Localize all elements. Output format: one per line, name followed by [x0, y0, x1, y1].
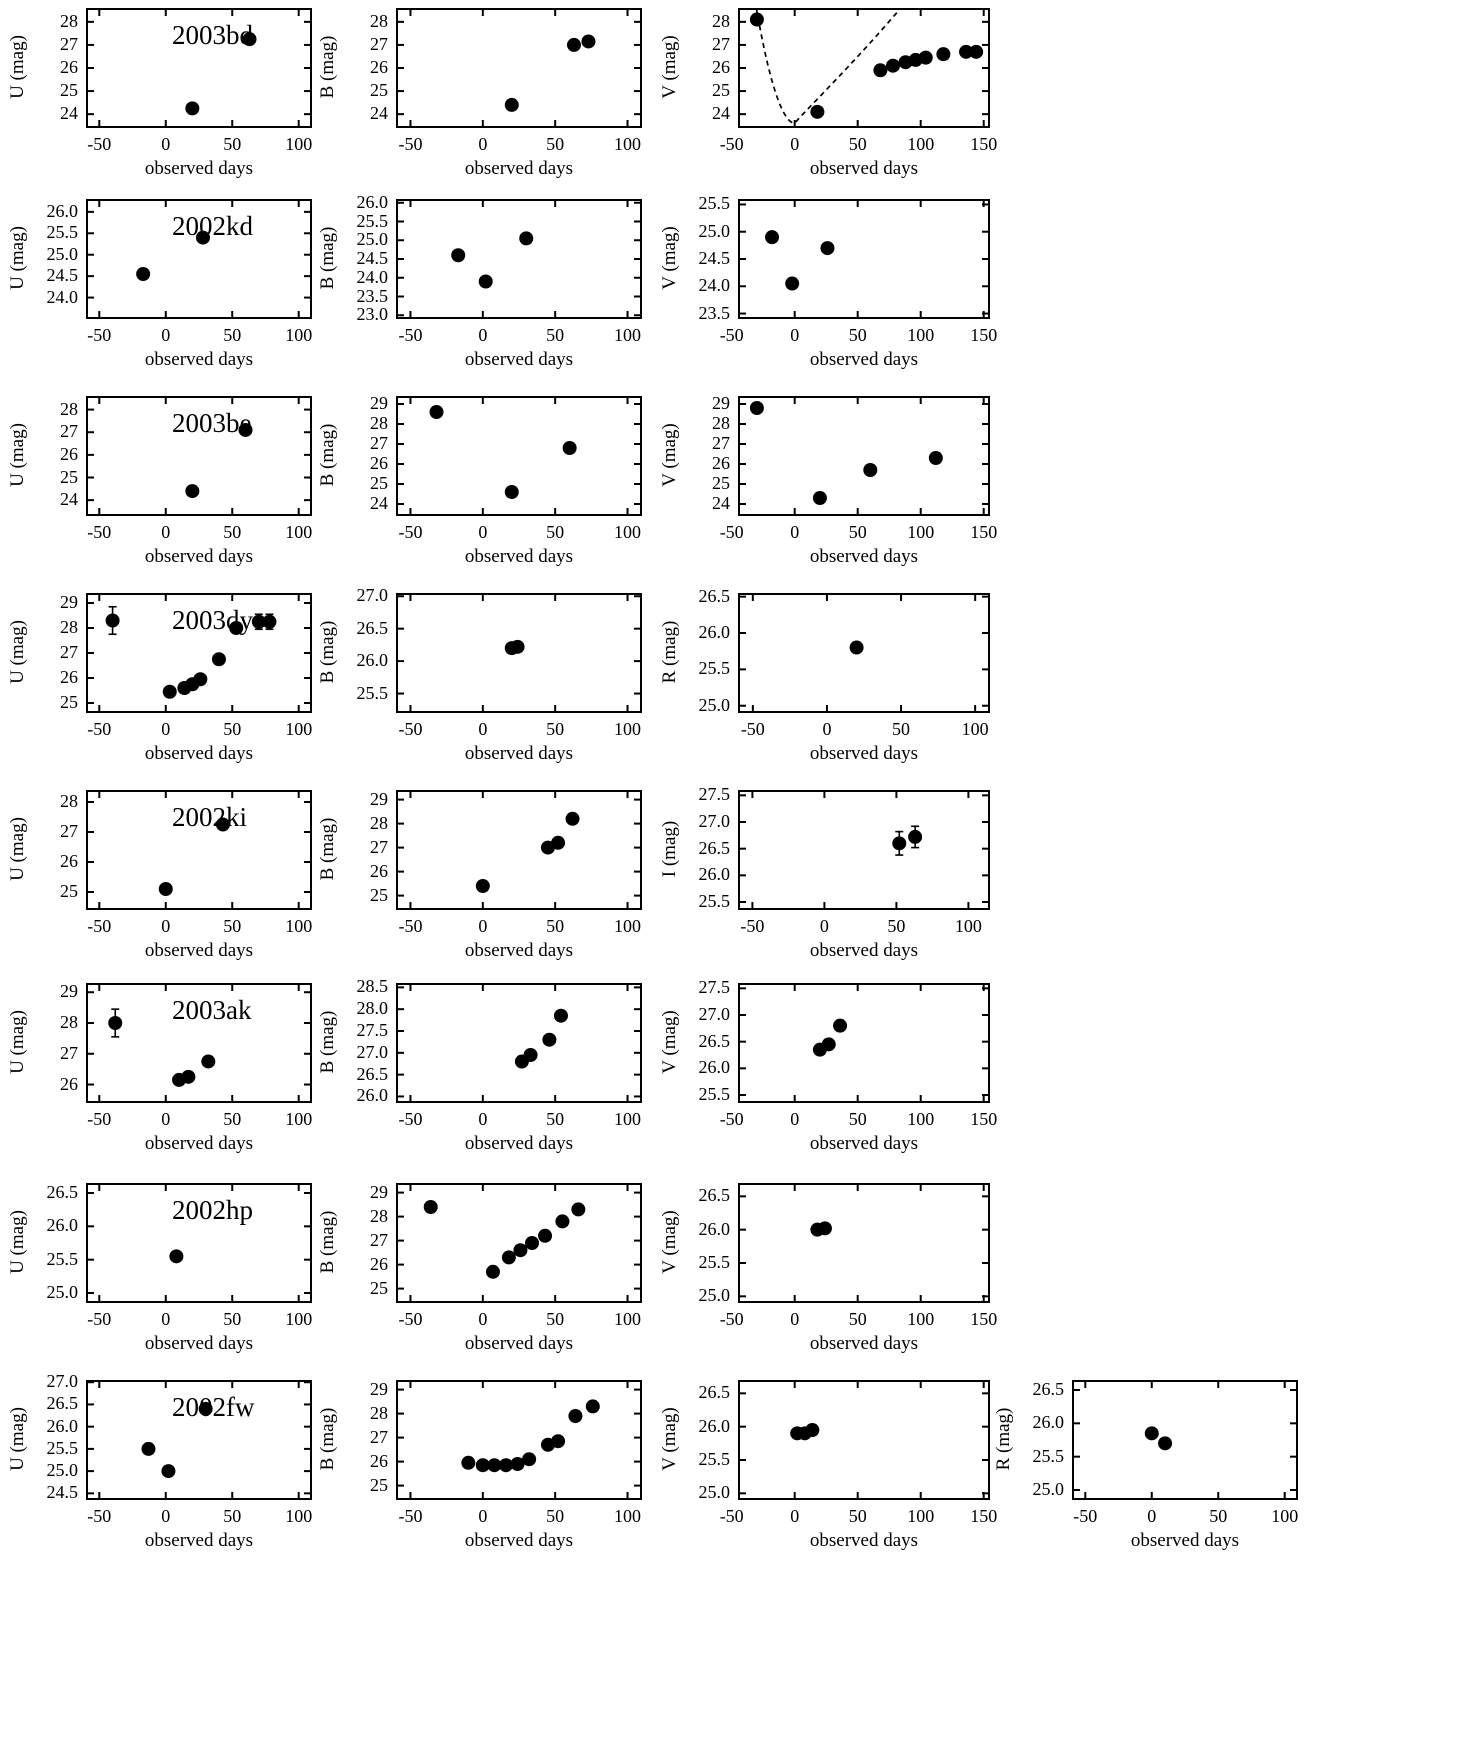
x-tick-label: 100: [614, 325, 642, 345]
x-axis-label: observed days: [809, 1530, 919, 1551]
x-tick-label: 50: [848, 325, 867, 345]
x-tick-label: 50: [546, 719, 565, 739]
x-tick-label: 0: [790, 522, 800, 542]
y-tick-label: 26.0: [356, 1085, 388, 1106]
y-tick-label: 28.0: [356, 998, 388, 1019]
x-tick-label: 0: [478, 916, 488, 936]
sn-name-label: 2003bd: [172, 20, 253, 50]
x-tick-label: 50: [546, 134, 565, 154]
y-tick-label: 28: [370, 1205, 388, 1226]
x-tick-label: -50: [740, 719, 765, 739]
sn-name-label: 2002kd: [172, 211, 253, 241]
x-tick-label: -50: [740, 916, 765, 936]
x-axis-label: observed days: [464, 349, 574, 370]
y-tick-label: 25.5: [46, 222, 78, 243]
x-axis-label: observed days: [809, 940, 919, 961]
x-tick-label: 50: [892, 719, 911, 739]
y-axis-label: U (mag): [7, 423, 28, 487]
y-axis-label: B (mag): [317, 226, 338, 290]
x-tick-label: 50: [223, 325, 242, 345]
x-tick-label: 0: [1147, 1506, 1157, 1526]
x-tick-label: -50: [398, 325, 423, 345]
y-tick-label: 24.5: [698, 248, 730, 268]
y-tick-label: 25.5: [356, 682, 388, 703]
x-axis-label: observed days: [809, 1333, 919, 1354]
y-tick-label: 26: [370, 1253, 388, 1274]
y-tick-label: 28: [370, 10, 388, 31]
y-tick-label: 26.0: [46, 1215, 78, 1236]
y-tick-label: 28.5: [356, 976, 388, 997]
y-tick-label: 24.5: [46, 1482, 78, 1503]
y-tick-label: 26.5: [46, 1393, 78, 1414]
y-tick-label: 25: [370, 1474, 388, 1495]
x-tick-label: 100: [1271, 1506, 1299, 1526]
x-axis-label: observed days: [464, 1133, 574, 1154]
y-tick-label: 25: [370, 884, 388, 905]
y-tick-label: 26.0: [698, 622, 730, 642]
x-tick-label: 150: [970, 1506, 998, 1526]
x-tick-label: -50: [719, 1109, 744, 1129]
x-tick-label: -50: [719, 134, 744, 154]
y-tick-label: 25.5: [46, 1248, 78, 1269]
y-tick-label: 26.5: [698, 1382, 730, 1403]
x-tick-label: 0: [790, 1506, 800, 1526]
x-tick-label: 100: [614, 134, 642, 154]
y-tick-label: 28: [60, 617, 78, 637]
x-tick-label: 0: [790, 1309, 800, 1329]
y-tick-label: 25.0: [46, 243, 78, 264]
y-tick-label: 26: [60, 1073, 78, 1094]
x-tick-label: -50: [719, 1506, 744, 1526]
y-tick-label: 27.0: [356, 585, 388, 606]
x-tick-label: 50: [848, 522, 867, 542]
x-tick-label: 150: [970, 325, 998, 345]
y-tick-label: 29: [370, 393, 388, 413]
y-tick-label: 26.0: [1032, 1412, 1064, 1433]
y-tick-label: 25.5: [46, 1437, 78, 1458]
x-axis-label: observed days: [144, 349, 254, 370]
y-tick-label: 28: [60, 398, 78, 419]
x-tick-label: -50: [87, 1506, 112, 1526]
y-tick-label: 26.0: [46, 200, 78, 221]
x-tick-label: 0: [161, 1506, 171, 1526]
y-axis-label: I (mag): [659, 820, 680, 878]
y-tick-label: 26.0: [698, 1415, 730, 1436]
y-axis-label: U (mag): [7, 620, 28, 684]
y-tick-label: 27.5: [698, 977, 730, 998]
y-tick-label: 27.0: [356, 1041, 388, 1062]
y-tick-label: 25: [712, 473, 730, 493]
y-tick-label: 26: [370, 1450, 388, 1471]
y-tick-label: 25: [370, 1277, 388, 1298]
y-tick-label: 25.0: [46, 1282, 78, 1302]
y-tick-label: 25: [60, 881, 78, 901]
x-axis-label: observed days: [144, 743, 254, 764]
x-tick-label: 100: [285, 1506, 313, 1526]
x-tick-label: 0: [161, 325, 171, 345]
x-axis-label: observed days: [464, 1333, 574, 1354]
x-tick-label: -50: [87, 916, 112, 936]
y-tick-label: 27.0: [698, 1004, 730, 1024]
x-tick-label: 0: [478, 522, 488, 542]
y-tick-label: 26.5: [698, 1185, 730, 1206]
y-axis-label: B (mag): [317, 1407, 338, 1471]
y-tick-label: 24: [712, 493, 730, 513]
y-tick-label: 24.0: [356, 266, 388, 287]
y-tick-label: 26.5: [46, 1182, 78, 1202]
y-tick-label: 26.0: [356, 650, 388, 671]
y-axis-label: B (mag): [317, 817, 338, 881]
y-tick-label: 23.0: [356, 304, 388, 325]
y-tick-label: 26.5: [356, 617, 388, 638]
x-tick-label: 100: [614, 1109, 642, 1129]
y-tick-label: 28: [370, 1402, 388, 1423]
y-tick-label: 25.5: [698, 1449, 730, 1469]
x-tick-label: 0: [478, 1309, 488, 1329]
x-tick-label: 50: [848, 1506, 867, 1526]
x-axis-label: observed days: [464, 743, 574, 764]
sn-name-label: 2002ki: [172, 802, 248, 832]
y-tick-label: 27.5: [698, 784, 730, 805]
x-axis-label: observed days: [464, 546, 574, 567]
x-tick-label: 100: [961, 719, 989, 739]
y-tick-label: 26.5: [698, 837, 730, 858]
y-tick-label: 26.0: [356, 191, 388, 212]
y-tick-label: 24: [712, 103, 730, 124]
x-tick-label: 50: [223, 1309, 242, 1329]
y-tick-label: 25.5: [698, 1252, 730, 1272]
y-axis-label: U (mag): [7, 1407, 28, 1471]
y-tick-label: 26: [60, 57, 78, 77]
x-tick-label: 0: [819, 916, 829, 936]
x-tick-label: 100: [614, 1506, 642, 1526]
y-tick-label: 27: [60, 33, 78, 54]
y-axis-label: R (mag): [659, 620, 680, 684]
x-tick-label: 50: [546, 1506, 565, 1526]
y-tick-label: 26: [60, 851, 78, 871]
y-tick-label: 25.0: [46, 1460, 78, 1481]
x-tick-label: 100: [907, 134, 935, 154]
y-tick-label: 25: [712, 80, 730, 101]
x-tick-label: 50: [848, 1109, 867, 1129]
x-tick-label: -50: [719, 1309, 744, 1329]
x-axis-label: observed days: [464, 940, 574, 961]
y-tick-label: 28: [370, 812, 388, 833]
y-tick-label: 28: [60, 1012, 78, 1032]
y-tick-label: 25: [60, 466, 78, 487]
x-axis-label: observed days: [809, 1133, 919, 1154]
y-tick-label: 25.0: [698, 220, 730, 241]
y-tick-label: 28: [712, 413, 730, 433]
x-tick-label: 50: [223, 522, 242, 542]
y-tick-label: 25: [60, 692, 78, 712]
x-tick-label: 0: [161, 916, 171, 936]
y-tick-label: 27: [60, 642, 78, 662]
x-axis-label: observed days: [144, 940, 254, 961]
y-tick-label: 25.0: [698, 694, 730, 715]
x-tick-label: 100: [285, 1309, 313, 1329]
y-tick-label: 26: [60, 667, 78, 687]
x-tick-label: -50: [398, 522, 423, 542]
y-tick-label: 25: [60, 80, 78, 101]
x-axis-label: observed days: [809, 158, 919, 179]
y-tick-label: 26.0: [698, 1218, 730, 1239]
y-axis-label: B (mag): [317, 620, 338, 684]
x-tick-label: -50: [87, 719, 112, 739]
x-tick-label: -50: [719, 522, 744, 542]
y-tick-label: 29: [370, 1181, 388, 1202]
x-tick-label: 100: [907, 1109, 935, 1129]
y-axis-label: B (mag): [317, 423, 338, 487]
x-tick-label: -50: [87, 134, 112, 154]
y-tick-label: 27: [60, 1042, 78, 1063]
sn-name-label: 2003dy: [172, 605, 253, 635]
x-tick-label: -50: [1073, 1506, 1098, 1526]
x-tick-label: 50: [223, 719, 242, 739]
y-axis-label: B (mag): [317, 35, 338, 99]
x-axis-label: observed days: [809, 349, 919, 370]
y-tick-label: 24: [370, 493, 388, 513]
y-tick-label: 25.5: [1032, 1445, 1064, 1466]
x-tick-label: 50: [223, 1109, 242, 1129]
x-tick-label: 50: [848, 1309, 867, 1329]
sn-name-label: 2002hp: [172, 1195, 253, 1225]
x-tick-label: 100: [954, 916, 982, 936]
y-tick-label: 27: [370, 33, 388, 54]
y-tick-label: 25.5: [698, 891, 730, 911]
x-tick-label: 100: [907, 1309, 935, 1329]
x-tick-label: 100: [285, 522, 313, 542]
y-tick-label: 29: [60, 592, 78, 612]
y-tick-label: 23.5: [698, 302, 730, 323]
x-tick-label: -50: [87, 1109, 112, 1129]
x-axis-label: observed days: [1130, 1530, 1240, 1551]
y-tick-label: 25.0: [698, 1482, 730, 1503]
y-axis-label: U (mag): [7, 1010, 28, 1074]
y-tick-label: 27: [60, 821, 78, 841]
x-tick-label: 0: [478, 1506, 488, 1526]
x-tick-label: -50: [719, 325, 744, 345]
y-tick-label: 25: [370, 80, 388, 101]
y-tick-label: 26: [712, 453, 730, 473]
x-tick-label: -50: [398, 134, 423, 154]
y-tick-label: 29: [712, 393, 730, 413]
y-axis-label: U (mag): [7, 226, 28, 290]
y-tick-label: 29: [370, 1378, 388, 1399]
x-tick-label: 50: [1209, 1506, 1228, 1526]
x-tick-label: 150: [970, 1109, 998, 1129]
y-tick-label: 27: [60, 421, 78, 442]
x-tick-label: 150: [970, 1309, 998, 1329]
x-tick-label: -50: [398, 1506, 423, 1526]
x-tick-label: 100: [285, 134, 313, 154]
y-tick-label: 28: [370, 413, 388, 433]
x-tick-label: 100: [285, 916, 313, 936]
x-tick-label: 0: [790, 134, 800, 154]
x-tick-label: 100: [285, 1109, 313, 1129]
y-axis-label: R (mag): [993, 1407, 1014, 1471]
y-axis-label: V (mag): [659, 423, 680, 487]
x-axis-label: observed days: [144, 158, 254, 179]
y-axis-label: V (mag): [659, 226, 680, 290]
x-tick-label: 0: [790, 1109, 800, 1129]
x-tick-label: 0: [478, 1109, 488, 1129]
x-tick-label: 50: [546, 1309, 565, 1329]
x-tick-label: -50: [87, 1309, 112, 1329]
sn-name-label: 2003ak: [172, 995, 252, 1025]
x-tick-label: 100: [285, 325, 313, 345]
y-axis-label: V (mag): [659, 1407, 680, 1471]
x-tick-label: 50: [223, 916, 242, 936]
x-tick-label: 0: [161, 522, 171, 542]
y-tick-label: 24.5: [46, 265, 78, 286]
x-tick-label: 0: [161, 1109, 171, 1129]
y-tick-label: 26.5: [1032, 1379, 1064, 1399]
y-axis-label: V (mag): [659, 1210, 680, 1274]
x-tick-label: 0: [478, 719, 488, 739]
y-tick-label: 27: [712, 433, 730, 453]
x-tick-label: 50: [223, 1506, 242, 1526]
y-tick-label: 27: [370, 1426, 388, 1447]
sn-name-label: 2002fw: [172, 1392, 255, 1422]
y-axis-label: V (mag): [659, 1010, 680, 1074]
x-axis-label: observed days: [809, 546, 919, 567]
x-tick-label: 100: [614, 916, 642, 936]
x-tick-label: 150: [970, 134, 998, 154]
y-tick-label: 24.0: [698, 275, 730, 296]
y-tick-label: 27: [712, 33, 730, 54]
y-tick-label: 26: [370, 860, 388, 881]
y-tick-label: 28: [712, 10, 730, 31]
x-tick-label: 100: [614, 522, 642, 542]
y-tick-label: 27: [370, 836, 388, 857]
y-tick-label: 25.0: [356, 229, 388, 250]
y-tick-label: 29: [370, 788, 388, 809]
x-axis-label: observed days: [809, 743, 919, 764]
y-tick-label: 29: [60, 981, 78, 1002]
y-tick-label: 26.0: [46, 1415, 78, 1436]
y-tick-label: 23.5: [356, 285, 388, 306]
y-axis-label: U (mag): [7, 1210, 28, 1274]
x-axis-label: observed days: [144, 1333, 254, 1354]
x-tick-label: 100: [614, 1309, 642, 1329]
x-tick-label: 0: [790, 325, 800, 345]
x-axis-label: observed days: [144, 546, 254, 567]
y-tick-label: 26.5: [698, 585, 730, 606]
y-tick-label: 25.5: [698, 193, 730, 214]
x-tick-label: 0: [478, 325, 488, 345]
x-axis-label: observed days: [464, 158, 574, 179]
y-tick-label: 26.5: [356, 1063, 388, 1084]
y-tick-label: 24.0: [46, 286, 78, 307]
x-tick-label: 100: [907, 325, 935, 345]
sn-name-label: 2003be: [172, 408, 252, 438]
y-tick-label: 26.0: [698, 864, 730, 885]
y-tick-label: 27.0: [698, 811, 730, 831]
y-tick-label: 27.5: [356, 1020, 388, 1040]
y-tick-label: 27: [370, 1229, 388, 1250]
y-tick-label: 25.5: [698, 1084, 730, 1104]
y-tick-label: 28: [60, 791, 78, 811]
x-tick-label: 50: [848, 134, 867, 154]
x-tick-label: 0: [161, 1309, 171, 1329]
y-tick-label: 25.5: [698, 658, 730, 679]
y-tick-label: 26: [370, 453, 388, 473]
x-tick-label: 50: [223, 134, 242, 154]
y-axis-label: V (mag): [659, 35, 680, 99]
x-tick-label: 150: [970, 522, 998, 542]
y-tick-label: 26: [60, 443, 78, 464]
y-tick-label: 26: [370, 57, 388, 77]
y-axis-label: U (mag): [7, 35, 28, 99]
x-tick-label: 100: [907, 1506, 935, 1526]
x-tick-label: -50: [87, 325, 112, 345]
y-tick-label: 24: [370, 103, 388, 124]
y-axis-label: B (mag): [317, 1010, 338, 1074]
y-axis-label: U (mag): [7, 817, 28, 881]
y-tick-label: 26.0: [698, 1057, 730, 1078]
x-tick-label: 100: [285, 719, 313, 739]
y-tick-label: 24: [60, 489, 78, 510]
y-tick-label: 24.5: [356, 248, 388, 268]
x-tick-label: 0: [478, 134, 488, 154]
x-tick-label: 50: [546, 325, 565, 345]
x-axis-label: observed days: [144, 1133, 254, 1154]
x-tick-label: 0: [161, 719, 171, 739]
x-tick-label: -50: [87, 522, 112, 542]
y-tick-label: 26: [712, 57, 730, 77]
y-tick-label: 26.5: [698, 1030, 730, 1051]
x-tick-label: 50: [546, 522, 565, 542]
x-axis-label: observed days: [464, 1530, 574, 1551]
x-tick-label: -50: [398, 1109, 423, 1129]
x-tick-label: 50: [546, 1109, 565, 1129]
x-axis-label: observed days: [144, 1530, 254, 1551]
y-tick-label: 27.0: [46, 1371, 78, 1392]
x-tick-label: -50: [398, 1309, 423, 1329]
x-tick-label: 0: [161, 134, 171, 154]
y-tick-label: 28: [60, 10, 78, 31]
x-tick-label: 0: [822, 719, 832, 739]
y-axis-label: B (mag): [317, 1210, 338, 1274]
y-tick-label: 24: [60, 103, 78, 124]
y-tick-label: 25.0: [1032, 1479, 1064, 1499]
y-tick-label: 25.0: [698, 1285, 730, 1306]
x-tick-label: -50: [398, 719, 423, 739]
y-tick-label: 27: [370, 433, 388, 453]
y-tick-label: 25: [370, 473, 388, 493]
x-tick-label: 50: [887, 916, 906, 936]
x-tick-label: 100: [614, 719, 642, 739]
x-tick-label: 100: [907, 522, 935, 542]
x-tick-label: -50: [398, 916, 423, 936]
y-tick-label: 25.5: [356, 210, 388, 231]
x-tick-label: 50: [546, 916, 565, 936]
